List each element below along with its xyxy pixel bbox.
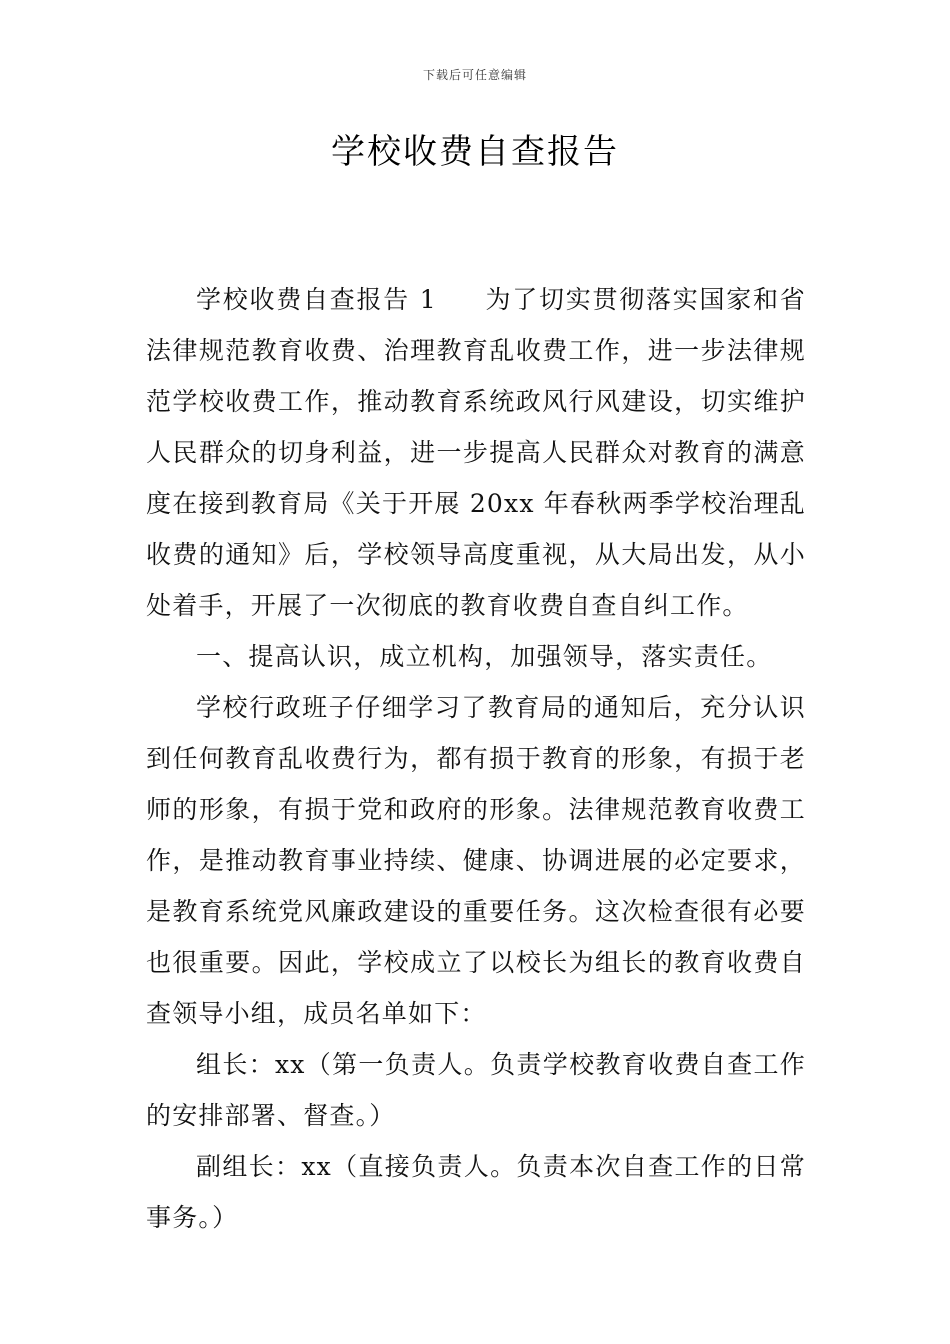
document-title: 学校收费自查报告 [331, 132, 619, 172]
paragraph-leader: 组长：xx（第一负责人。负责学校教育收费自查工作的安排部署、督查。） [146, 1050, 806, 1130]
document-body [146, 274, 806, 1243]
section-lead: 学校收费自查报告 1 [196, 285, 437, 314]
paragraph-intro-text: 为了切实贯彻落实国家和省法律规范教育收费、治理教育乱收费工作，进一步法律规范学校收费工作，推动教育系统政风行风建设，切实维护人民群众的切身利益，进一步提高人民群众对教育的满意度在接到教育局《关于开展 20xx 年春秋两季学校治理乱收费的通知》后，学校领导高度重视，从大局出发，从小处着手，开展了一次彻底的教育收费自查自纠工作。 [146, 285, 806, 620]
header-note: 下载后可任意编辑 [422, 68, 527, 82]
paragraph-intro [146, 274, 806, 631]
paragraph-deputy-leader: 副组长：xx（直接负责人。负责本次自查工作的日常事务。） [146, 1152, 806, 1232]
paragraph-body: 学校行政班子仔细学习了教育局的通知后，充分认识到任何教育乱收费行为，都有损于教育的形象，有损于老师的形象，有损于党和政府的形象。法律规范教育收费工作，是推动教育事业持续、健康、协调进展的必定要求，是教育系统党风廉政建设的重要任务。这次检查很有必要也很重要。因此，学校成立了以校长为组长的教育收费自查领导小组，成员名单如下： [146, 693, 806, 1028]
section-heading: 一、提高认识，成立机构，加强领导，落实责任。 [196, 642, 773, 671]
